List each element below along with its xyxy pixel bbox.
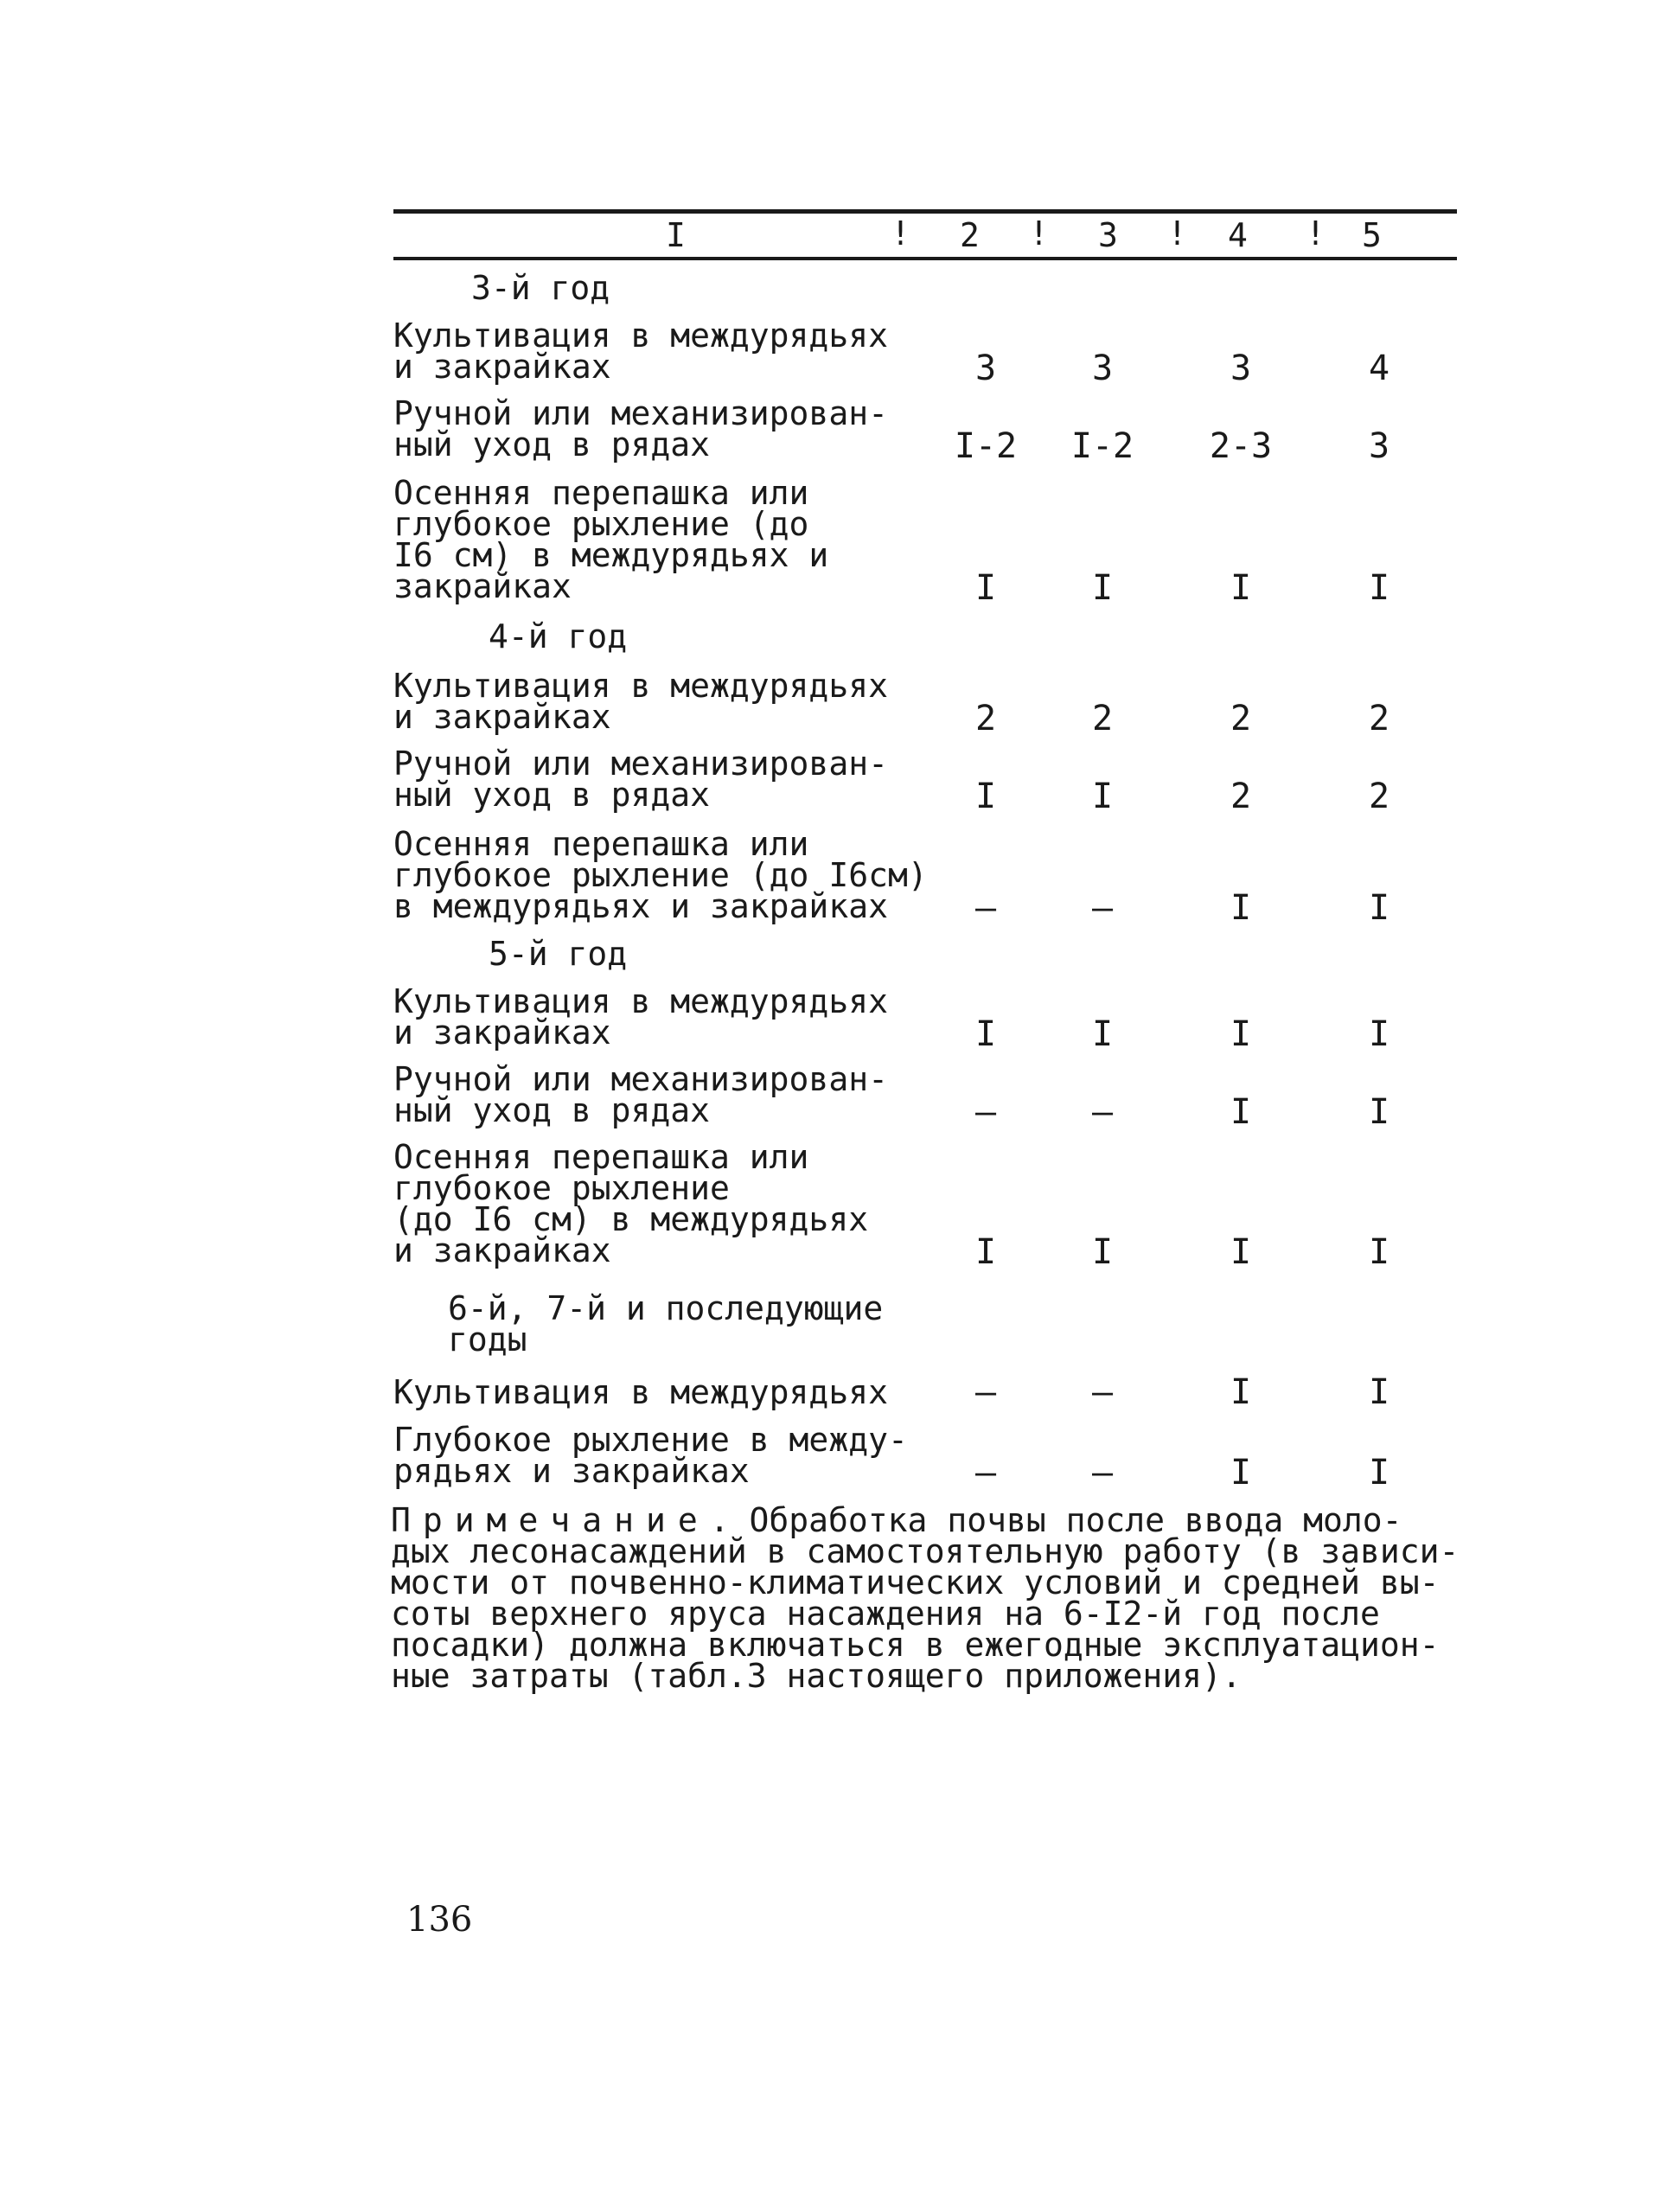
row-value-col5: I [1368, 1372, 1390, 1412]
note-heading: Примечание [391, 1501, 710, 1539]
row-value-col4: 2-3 [1209, 426, 1273, 466]
page-number: 136 [406, 1900, 473, 1940]
column-header-5: 5 [1362, 216, 1382, 254]
column-separator: ! [1167, 214, 1187, 253]
row-value-col5: 2 [1368, 699, 1390, 738]
row-label: Культивация в междурядьях и закрайках [393, 667, 888, 736]
row-value-col4: 2 [1230, 699, 1252, 738]
section-year-heading: 5-й год [489, 935, 628, 973]
row-value-col2: I [974, 1014, 997, 1054]
row-value-col2: I [974, 1232, 997, 1272]
section-year-heading: 3-й год [471, 269, 610, 307]
column-separator: ! [1029, 214, 1049, 253]
row-value-col2: – [974, 1092, 997, 1132]
section-year-heading: 4-й год [489, 617, 628, 655]
row-value-col3: I [1091, 1014, 1114, 1054]
row-value-col2: 2 [974, 699, 997, 738]
section-year-heading: 6-й, 7-й и последующие годы [448, 1289, 884, 1359]
row-label: Культивация в междурядьях [393, 1373, 888, 1411]
row-label: Ручной или механизирован- ный уход в рядах [393, 394, 888, 463]
row-value-col4: I [1230, 1232, 1252, 1272]
table-header-rule [393, 257, 1457, 260]
row-value-col5: 2 [1368, 777, 1390, 816]
row-value-col3: – [1091, 1453, 1114, 1493]
row-value-col5: I [1368, 568, 1390, 608]
row-value-col3: 2 [1091, 699, 1114, 738]
row-value-col4: I [1230, 1014, 1252, 1054]
row-label: Глубокое рыхление в между- рядьях и закрайках [393, 1421, 908, 1490]
table-top-rule [393, 209, 1457, 214]
footnote [391, 1501, 1472, 1695]
row-value-col2: I [974, 777, 997, 816]
row-value-col5: I [1368, 1092, 1390, 1132]
row-value-col5: 4 [1368, 348, 1390, 388]
row-value-col2: – [974, 1372, 997, 1412]
row-label: Культивация в междурядьях и закрайках [393, 982, 888, 1052]
row-value-col3: 3 [1091, 348, 1114, 388]
row-label: Осенняя перепашка или глубокое рыхление (до I6 см) в междурядьях и закрайках [393, 1138, 869, 1269]
row-value-col3: – [1091, 1372, 1114, 1412]
row-value-col4: I [1230, 1453, 1252, 1493]
row-value-col5: I [1368, 1014, 1390, 1054]
row-value-col5: I [1368, 1232, 1390, 1272]
column-separator: ! [1306, 214, 1326, 253]
row-value-col3: – [1091, 1092, 1114, 1132]
row-value-col2: I-2 [954, 426, 1018, 466]
column-header-2: 2 [960, 216, 980, 254]
row-value-col4: I [1230, 1092, 1252, 1132]
row-value-col5: I [1368, 888, 1390, 928]
row-value-col3: I [1091, 777, 1114, 816]
row-label: Осенняя перепашка или глубокое рыхление (до I6 см) в междурядьях и закрайках [393, 474, 829, 605]
row-value-col4: 3 [1230, 348, 1252, 388]
row-value-col4: I [1230, 1372, 1252, 1412]
row-value-col4: 2 [1230, 777, 1252, 816]
row-value-col2: 3 [974, 348, 997, 388]
note-text: . Обработка почвы после ввода моло- дых лесонасаждений в самостоятельную работу (в зависи- мости от почвенно-климатических условий и средней вы- соты верхнего яруса насаждения на 6-I2-й год после посадки) должна включаться в ежегодные эксплуатацион- ные затраты (табл.3 настоящего приложения). [391, 1501, 1460, 1695]
row-value-col3: I [1091, 568, 1114, 608]
column-header-3: 3 [1098, 216, 1118, 254]
row-value-col2: – [974, 1453, 997, 1493]
row-value-col2: I [974, 568, 997, 608]
row-label: Осенняя перепашка или глубокое рыхление (до I6см) в междурядьях и закрайках [393, 825, 928, 925]
row-value-col3: I [1091, 1232, 1114, 1272]
column-header-1: I [666, 216, 686, 254]
column-header-4: 4 [1228, 216, 1248, 254]
row-label: Культивация в междурядьях и закрайках [393, 316, 888, 386]
row-value-col3: – [1091, 888, 1114, 928]
row-value-col3: I-2 [1070, 426, 1134, 466]
row-value-col4: I [1230, 568, 1252, 608]
row-value-col5: 3 [1368, 426, 1390, 466]
row-label: Ручной или механизирован- ный уход в рядах [393, 745, 888, 814]
row-value-col4: I [1230, 888, 1252, 928]
row-value-col5: I [1368, 1453, 1390, 1493]
row-value-col2: – [974, 888, 997, 928]
column-separator: ! [891, 214, 910, 253]
row-label: Ручной или механизирован- ный уход в рядах [393, 1060, 888, 1129]
